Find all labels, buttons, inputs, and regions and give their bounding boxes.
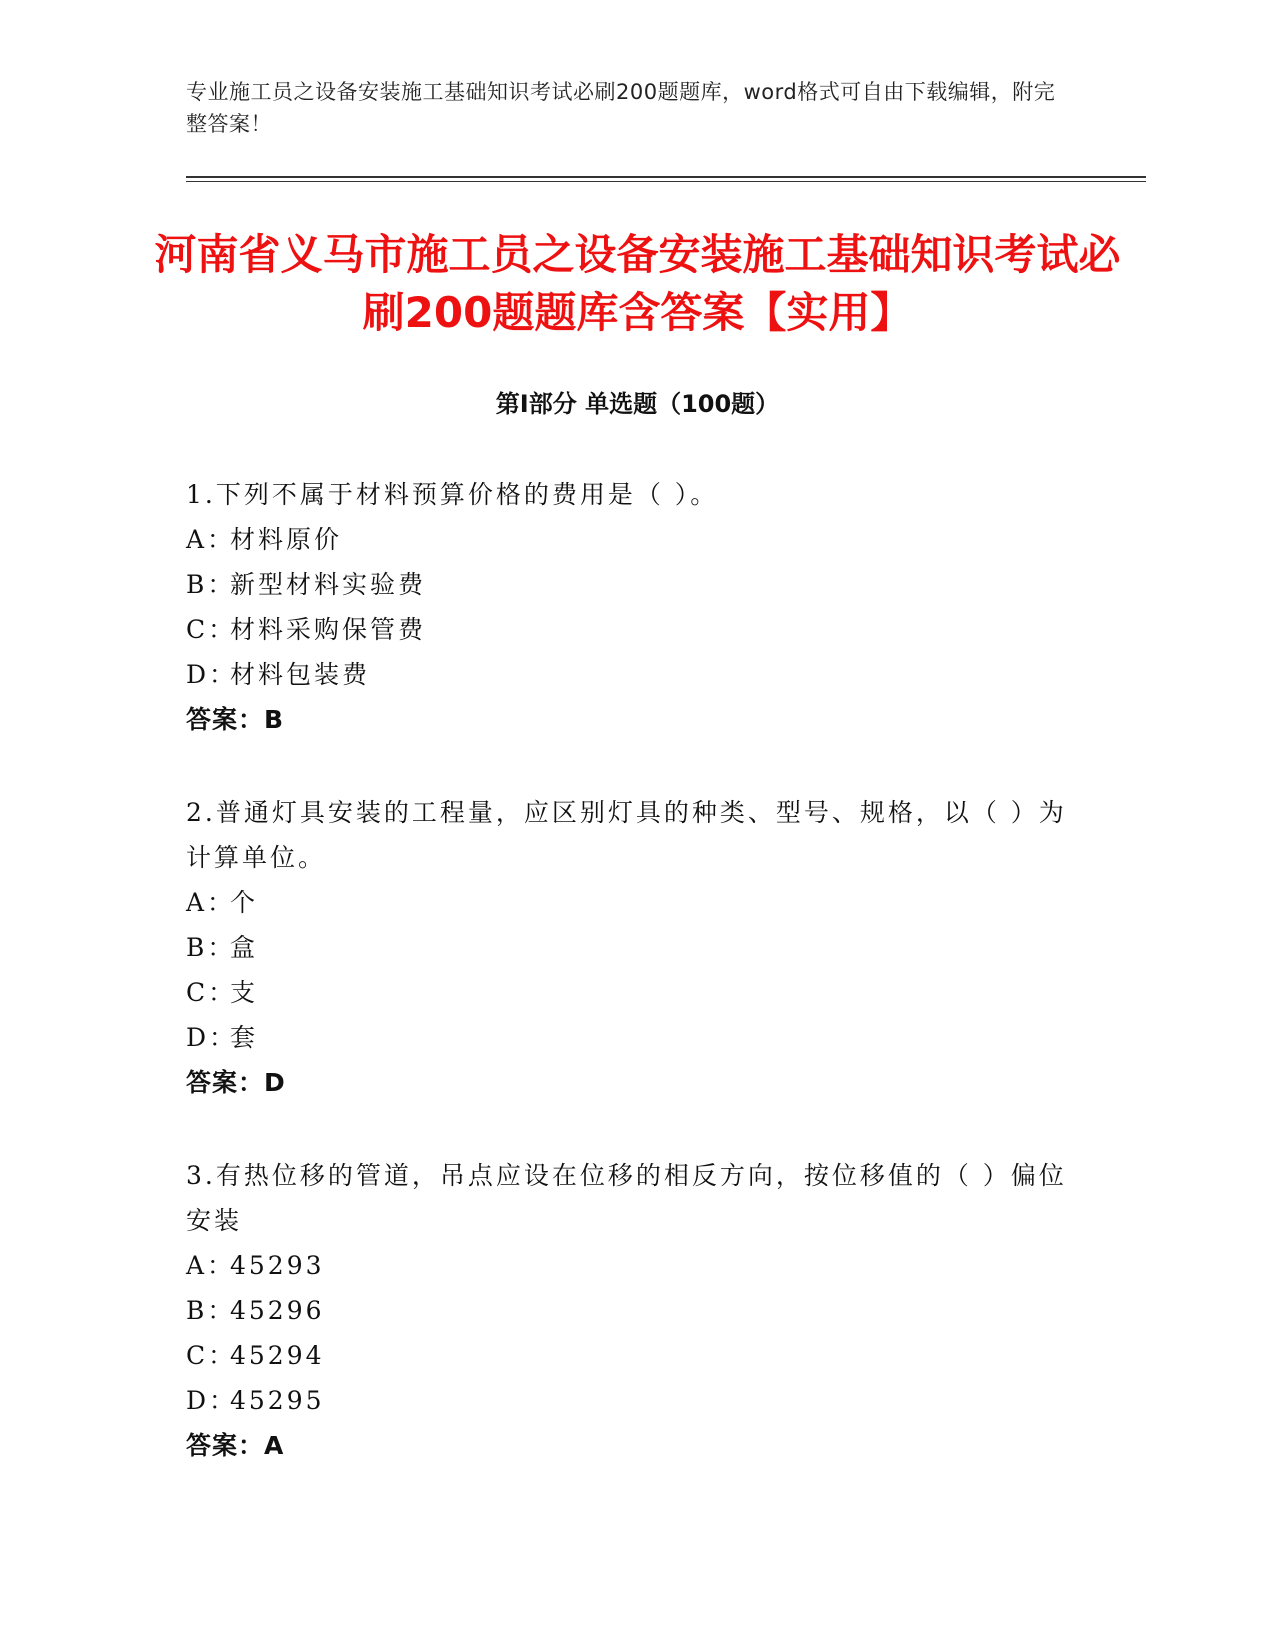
option-text: 材料采购保管费 xyxy=(230,615,427,644)
option-text: 新型材料实验费 xyxy=(230,570,427,599)
question-1 xyxy=(186,472,1086,742)
question-stem: 3.有热位移的管道，吊点应设在位移的相反方向，按位移值的（ ）偏位安装 xyxy=(186,1161,1067,1235)
option-key: A： xyxy=(186,888,236,917)
option-a xyxy=(186,517,1086,562)
question-stem: 2.普通灯具安装的工程量，应区别灯具的种类、型号、规格，以（ ）为计算单位。 xyxy=(186,798,1067,872)
option-key: B： xyxy=(186,933,236,962)
option-text: 盒 xyxy=(230,933,259,962)
option-text: 材料原价 xyxy=(230,525,343,554)
option-key: B： xyxy=(186,570,236,599)
section-heading: 第I部分 单选题（100题） xyxy=(495,390,780,418)
option-c xyxy=(186,1333,1086,1378)
option-text: 材料包装费 xyxy=(230,660,371,689)
option-b xyxy=(186,925,1086,970)
question-list xyxy=(186,472,1086,1516)
question-stem: 1.下列不属于材料预算价格的费用是（ ）。 xyxy=(186,480,719,509)
option-text: 45293 xyxy=(230,1251,325,1280)
question-2 xyxy=(186,790,1086,1105)
option-b xyxy=(186,562,1086,607)
option-key: A： xyxy=(186,1251,236,1280)
answer-line: 答案：A xyxy=(186,1431,285,1460)
option-a xyxy=(186,1243,1086,1288)
question-3 xyxy=(186,1153,1086,1468)
option-text: 支 xyxy=(230,978,259,1007)
option-key: C： xyxy=(186,1341,237,1370)
option-d xyxy=(186,1378,1086,1423)
option-a xyxy=(186,880,1086,925)
option-key: D： xyxy=(186,1023,238,1052)
option-key: C： xyxy=(186,615,237,644)
option-d xyxy=(186,1015,1086,1060)
option-text: 个 xyxy=(230,888,259,917)
header-rule-thin xyxy=(186,181,1146,182)
answer-line: 答案：B xyxy=(186,705,285,734)
option-b xyxy=(186,1288,1086,1333)
document-title: 河南省义马市施工员之设备安装施工基础知识考试必刷200题题库含答案【实用】 xyxy=(154,230,1121,337)
answer-line: 答案：D xyxy=(186,1068,286,1097)
option-text: 45296 xyxy=(230,1296,325,1325)
option-key: B： xyxy=(186,1296,236,1325)
option-text: 45295 xyxy=(230,1386,325,1415)
option-text: 45294 xyxy=(230,1341,325,1370)
option-c xyxy=(186,970,1086,1015)
header-rule-thick xyxy=(186,176,1146,178)
option-key: D： xyxy=(186,660,238,689)
option-text: 套 xyxy=(230,1023,259,1052)
option-key: C： xyxy=(186,978,237,1007)
option-key: D： xyxy=(186,1386,238,1415)
option-key: A： xyxy=(186,525,236,554)
option-d xyxy=(186,652,1086,697)
header-note: 专业施工员之设备安装施工基础知识考试必刷200题题库，word格式可自由下载编辑，附完整答案！ xyxy=(186,80,1056,136)
option-c xyxy=(186,607,1086,652)
